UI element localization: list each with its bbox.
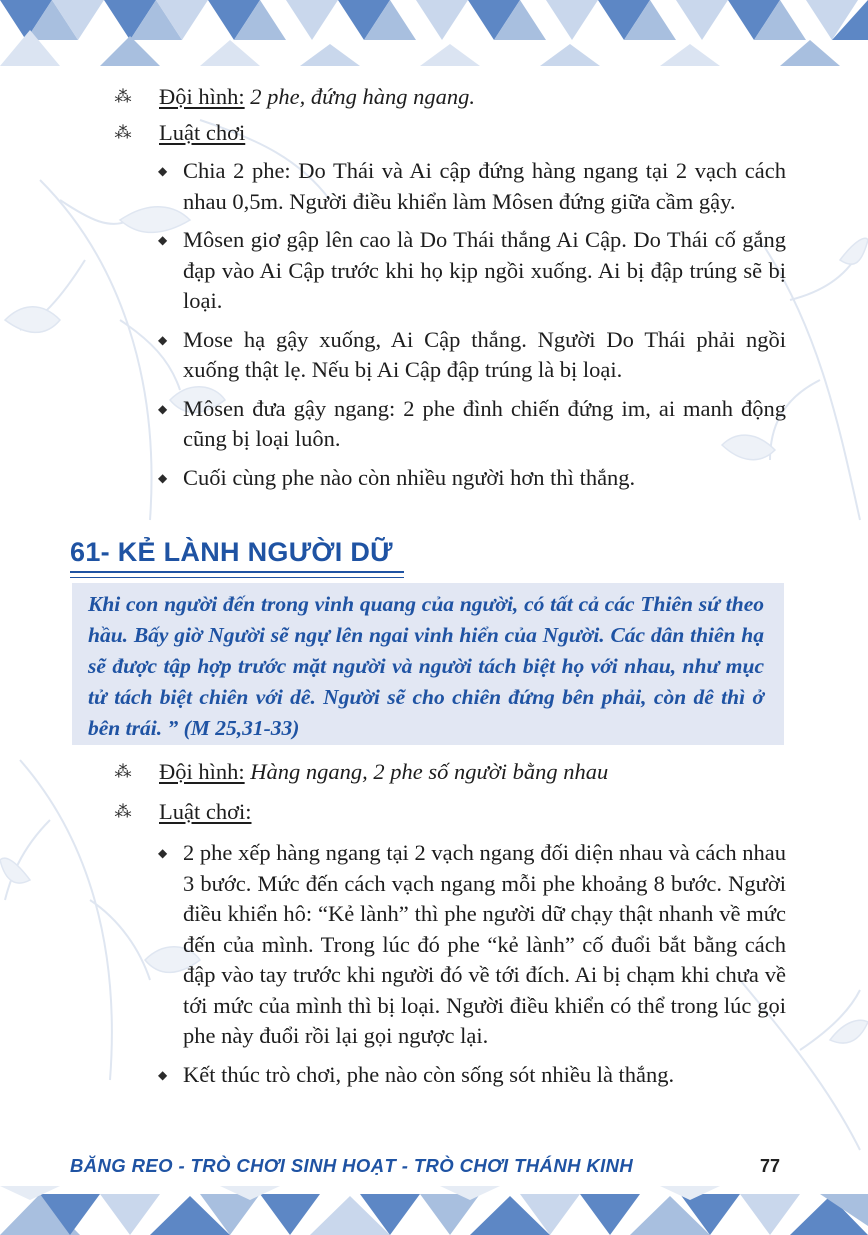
book-title-footer: BĂNG REO - TRÒ CHƠI SINH HOẠT - TRÒ CHƠI THÁNH KINH	[70, 1155, 634, 1176]
scripture-quote-box	[72, 583, 784, 745]
small-diamond-bullet-icon: ◆	[158, 470, 168, 485]
list-item	[158, 463, 786, 494]
list-item-text: Chia 2 phe: Do Thái và Ai cập đứng hàng ngang tại 2 vạch cách nhau 0,5m. Người điều khiển làm Môsen đứng giữa cầm gậy.	[183, 158, 786, 214]
rules-label: Luật chơi:	[159, 799, 252, 824]
list-item	[158, 394, 786, 455]
small-diamond-bullet-icon: ◆	[158, 846, 168, 860]
three-dot-asterism-icon: ⁂	[114, 87, 132, 106]
list-item	[158, 325, 786, 386]
small-diamond-bullet-icon: ◆	[158, 1067, 168, 1082]
formation-value: 2 phe, đứng hàng ngang.	[250, 84, 476, 109]
rules-label: Luật chơi	[159, 120, 246, 145]
formation-label: Đội hình:	[159, 759, 245, 784]
formation-label: Đội hình:	[159, 84, 245, 109]
small-diamond-bullet-icon: ◆	[158, 233, 168, 247]
small-diamond-bullet-icon: ◆	[158, 401, 168, 416]
rules-line	[159, 118, 245, 148]
formation-line	[159, 757, 608, 787]
list-item	[158, 1060, 786, 1091]
formation-line	[159, 82, 475, 112]
list-item	[158, 838, 786, 1052]
three-dot-asterism-icon: ⁂	[114, 123, 132, 142]
rules-list-61	[158, 838, 786, 1098]
list-item-text: 2 phe xếp hàng ngang tại 2 vạch ngang đối diện nhau và cách nhau 3 bước. Mức đến cách vạch ngang mỗi phe khoảng 8 bước. Người điều khiển hô: “Kẻ lành” thì phe người dữ chạy thật nhanh về mức đến của mình. Trong lúc đó phe “kẻ lành” cố đuổi bắt bằng cách đập vào tay trước khi người đó về tới đích. Ai bị chạm khi chưa về tới mức của mình thì bị loại. Người điều khiển có thể trong lúc gọi phe này đuổi rồi lại gọi ngược lại.	[183, 840, 786, 1048]
page-number: 77	[760, 1156, 781, 1176]
small-diamond-bullet-icon: ◆	[158, 164, 168, 178]
three-dot-asterism-icon: ⁂	[114, 802, 132, 821]
scripture-quote: Khi con người đến trong vinh quang của người, có tất cả các Thiên sứ theo hầu. Bấy giờ Người sẽ ngự lên ngai vinh hiển của Người. Các dân thiên hạ sẽ được tập hợp trước mặt người và người tách biệt họ với nhau, như mục tử tách biệt chiên với dê. Người sẽ cho chiên đứng bên phải, còn dê thì ở bên trái. ” (M 25,31-33)	[88, 592, 764, 740]
list-item-text: Kết thúc trò chơi, phe nào còn sống sót nhiều là thắng.	[183, 1061, 675, 1087]
rules-line	[159, 797, 252, 827]
list-item-text: Môsen đưa gậy ngang: 2 phe đình chiến đứng im, ai manh động cũng bị loại luôn.	[183, 395, 786, 451]
list-item	[158, 225, 786, 317]
rules-list-60	[158, 156, 786, 501]
section-heading: 61- KẺ LÀNH NGƯỜI DỮ	[70, 536, 404, 573]
list-item	[158, 156, 786, 217]
list-item-text: Cuối cùng phe nào còn nhiều người hơn thì thắng.	[183, 464, 636, 490]
list-item-text: Môsen giơ gập lên cao là Do Thái thắng Ai Cập. Do Thái cố gắng đạp vào Ai Cập trước khi họ kịp ngồi xuống. Ai bị đập trúng sẽ bị loại.	[183, 227, 786, 313]
three-dot-asterism-icon: ⁂	[114, 762, 132, 781]
list-item-text: Mose hạ gậy xuống, Ai Cập thắng. Người Do Thái phải ngồi xuống thật lẹ. Nếu bị Ai Cập đập trúng là bị loại.	[183, 326, 786, 382]
formation-value: Hàng ngang, 2 phe số người bằng nhau	[250, 759, 609, 784]
small-diamond-bullet-icon: ◆	[158, 332, 168, 347]
